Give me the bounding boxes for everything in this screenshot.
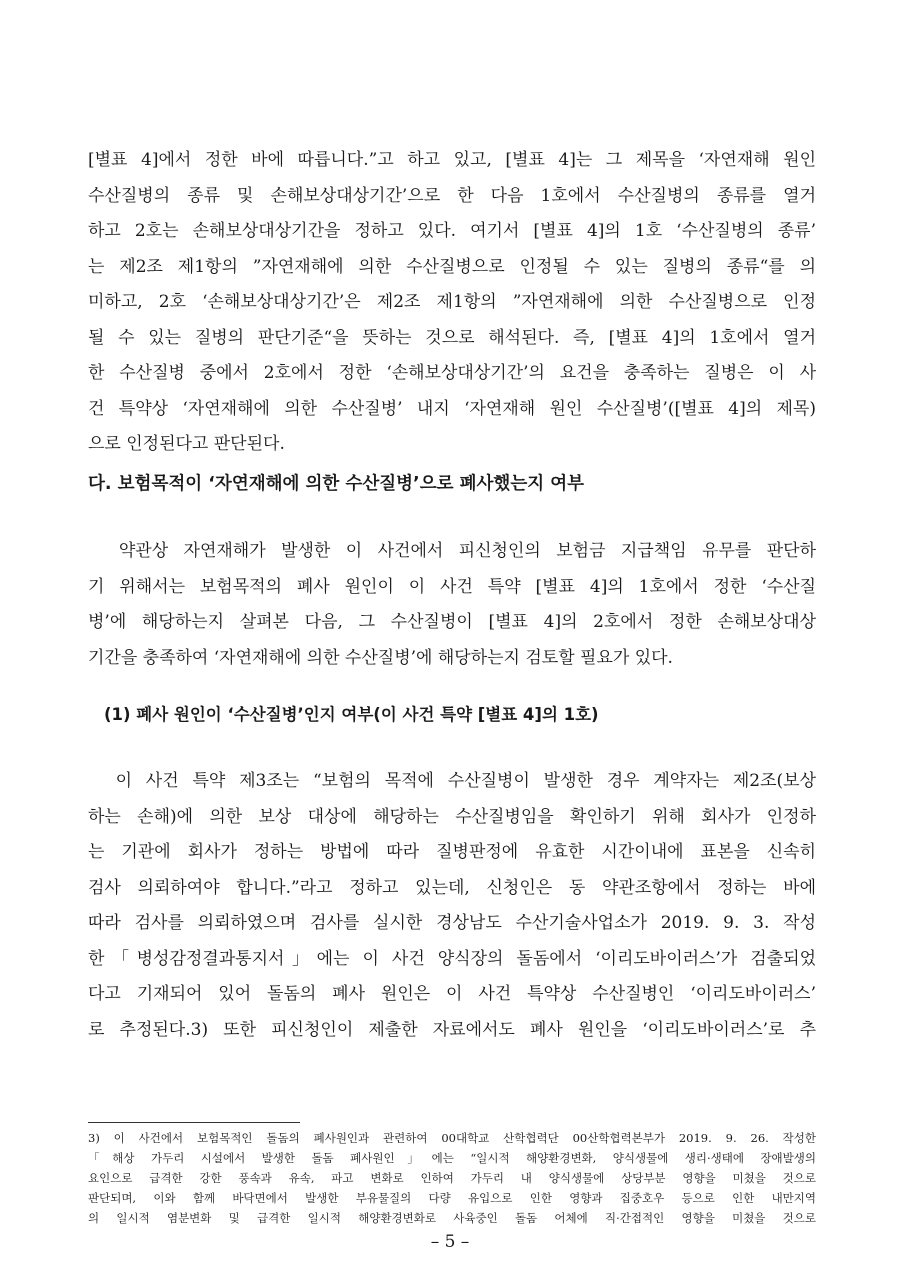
text-line: 다고 기재되어 있어 돌돔의 폐사 원인은 이 사건 특약상 수산질병인 ‘이리도바이러스’ xyxy=(88,984,816,1004)
text-line: 수산질병의 종류 및 손해보상대상기간’으로 한 다음 1호에서 수산질병의 종류를 열거 xyxy=(88,185,816,206)
page-number: – 5 – xyxy=(430,1232,470,1252)
text-line: 는 제2조 제1항의 ”자연재해에 의한 수산질병으로 인정될 수 있는 질병의 종류“를 의 xyxy=(88,256,816,277)
body-paragraph-2 xyxy=(88,534,816,676)
text-line: 약관상 자연재해가 발생한 이 사건에서 피신청인의 보험금 지급책임 유무를 판단하 xyxy=(88,541,816,561)
subsection-heading: (1) 폐사 원인이 ‘수산질병’인지 여부(이 사건 특약 [별표 4]의 1호) xyxy=(104,705,599,724)
footnote-line: 3) 이 사건에서 보험목적인 돌돔의 폐사원인과 관련하여 00대학교 산학협력단 00산학협력본부가 2019. 9. 26. 작성한 xyxy=(88,1131,816,1145)
text-line: 하는 손해)에 의한 보상 대상에 해당하는 수산질병임을 확인하기 위해 회사가 인정하 xyxy=(88,806,816,827)
body-paragraph-3 xyxy=(88,764,816,1048)
text-line: 로 추정된다.3) 또한 피신청인이 제출한 자료에서도 폐사 원인을 ‘이리도바이러스’로 추 xyxy=(88,1019,816,1040)
footnote-divider xyxy=(88,1122,300,1123)
text-line: 기간을 충족하여 ‘자연재해에 의한 수산질병’에 해당하는지 검토할 필요가 있다. xyxy=(88,647,673,668)
text-line: 미하고, 2호 ‘손해보상대상기간’은 제2조 제1항의 ”자연재해에 의한 수산질병으로 인정 xyxy=(88,292,816,312)
text-line: 이 사건 특약 제3조는 “보험의 목적에 수산질병이 발생한 경우 계약자는 제2조(보상 xyxy=(88,771,816,791)
text-line: 따라 검사를 의뢰하였으며 검사를 실시한 경상남도 수산기술사업소가 2019. 9. 3. 작성 xyxy=(88,913,816,933)
footnote-line: 판단되며, 이와 함께 바닥면에서 발생한 부유물질의 다량 유입으로 인한 영향과 집중호우 등으로 인한 내만지역 xyxy=(88,1191,816,1205)
text-line: 병’에 해당하는지 살펴본 다음, 그 수산질병이 [별표 4]의 2호에서 정한 손해보상대상 xyxy=(88,612,816,632)
text-line: 될 수 있는 질병의 판단기준“을 뜻하는 것으로 해석된다. 즉, [별표 4]의 1호에서 열거 xyxy=(88,327,816,348)
text-line: 한「병성감정결과통지서」에는 이 사건 양식장의 돌돔에서 ‘이리도바이러스’가 검출되었 xyxy=(88,948,816,969)
footnote-line: 의 일시적 염분변화 및 급격한 일시적 해양환경변화로 사육중인 돌돔 어체에 직·간접적인 영향을 미쳤을 것으로 xyxy=(88,1211,816,1225)
body-paragraph-1 xyxy=(88,143,816,463)
text-line: 건 특약상 ‘자연재해에 의한 수산질병’ 내지 ‘자연재해 원인 수산질병’([별표 4]의 제목) xyxy=(88,398,816,419)
text-line: 는 기관에 회사가 정하는 방법에 따라 질병판정에 유효한 시간이내에 표본을 신속히 xyxy=(88,842,816,862)
footnote-line: 요인으로 급격한 강한 풍속과 유속, 파고 변화로 인하여 가두리 내 양식생물에 상당부분 영향을 미쳤을 것으로 xyxy=(88,1171,816,1185)
text-line: 검사 의뢰하여야 합니다.”라고 정하고 있는데, 신청인은 동 약관조항에서 정하는 바에 xyxy=(88,877,816,898)
footnote xyxy=(88,1128,816,1228)
section-heading: 다. 보험목적이 ‘자연재해에 의한 수산질병’으로 폐사했는지 여부 xyxy=(88,474,585,494)
footnote-line: 「해상 가두리 시설에서 발생한 돌돔 폐사원인」에는 “일시적 해양환경변화, 양식생물에 생리·생태에 장애발생의 xyxy=(88,1151,816,1165)
text-line: 기 위해서는 보험목적의 폐사 원인이 이 사건 특약 [별표 4]의 1호에서 정한 ‘수산질 xyxy=(88,576,816,597)
text-line: 한 수산질병 중에서 2호에서 정한 ‘손해보상대상기간’의 요건을 충족하는 질병은 이 사 xyxy=(88,363,816,383)
text-line: 하고 2호는 손해보상대상기간을 정하고 있다. 여기서 [별표 4]의 1호 ‘수산질병의 종류’ xyxy=(88,221,816,241)
text-line: [별표 4]에서 정한 바에 따릅니다.”고 하고 있고, [별표 4]는 그 제목을 ‘자연재해 원인 xyxy=(88,150,816,170)
text-line: 으로 인정된다고 판단된다. xyxy=(88,434,285,454)
